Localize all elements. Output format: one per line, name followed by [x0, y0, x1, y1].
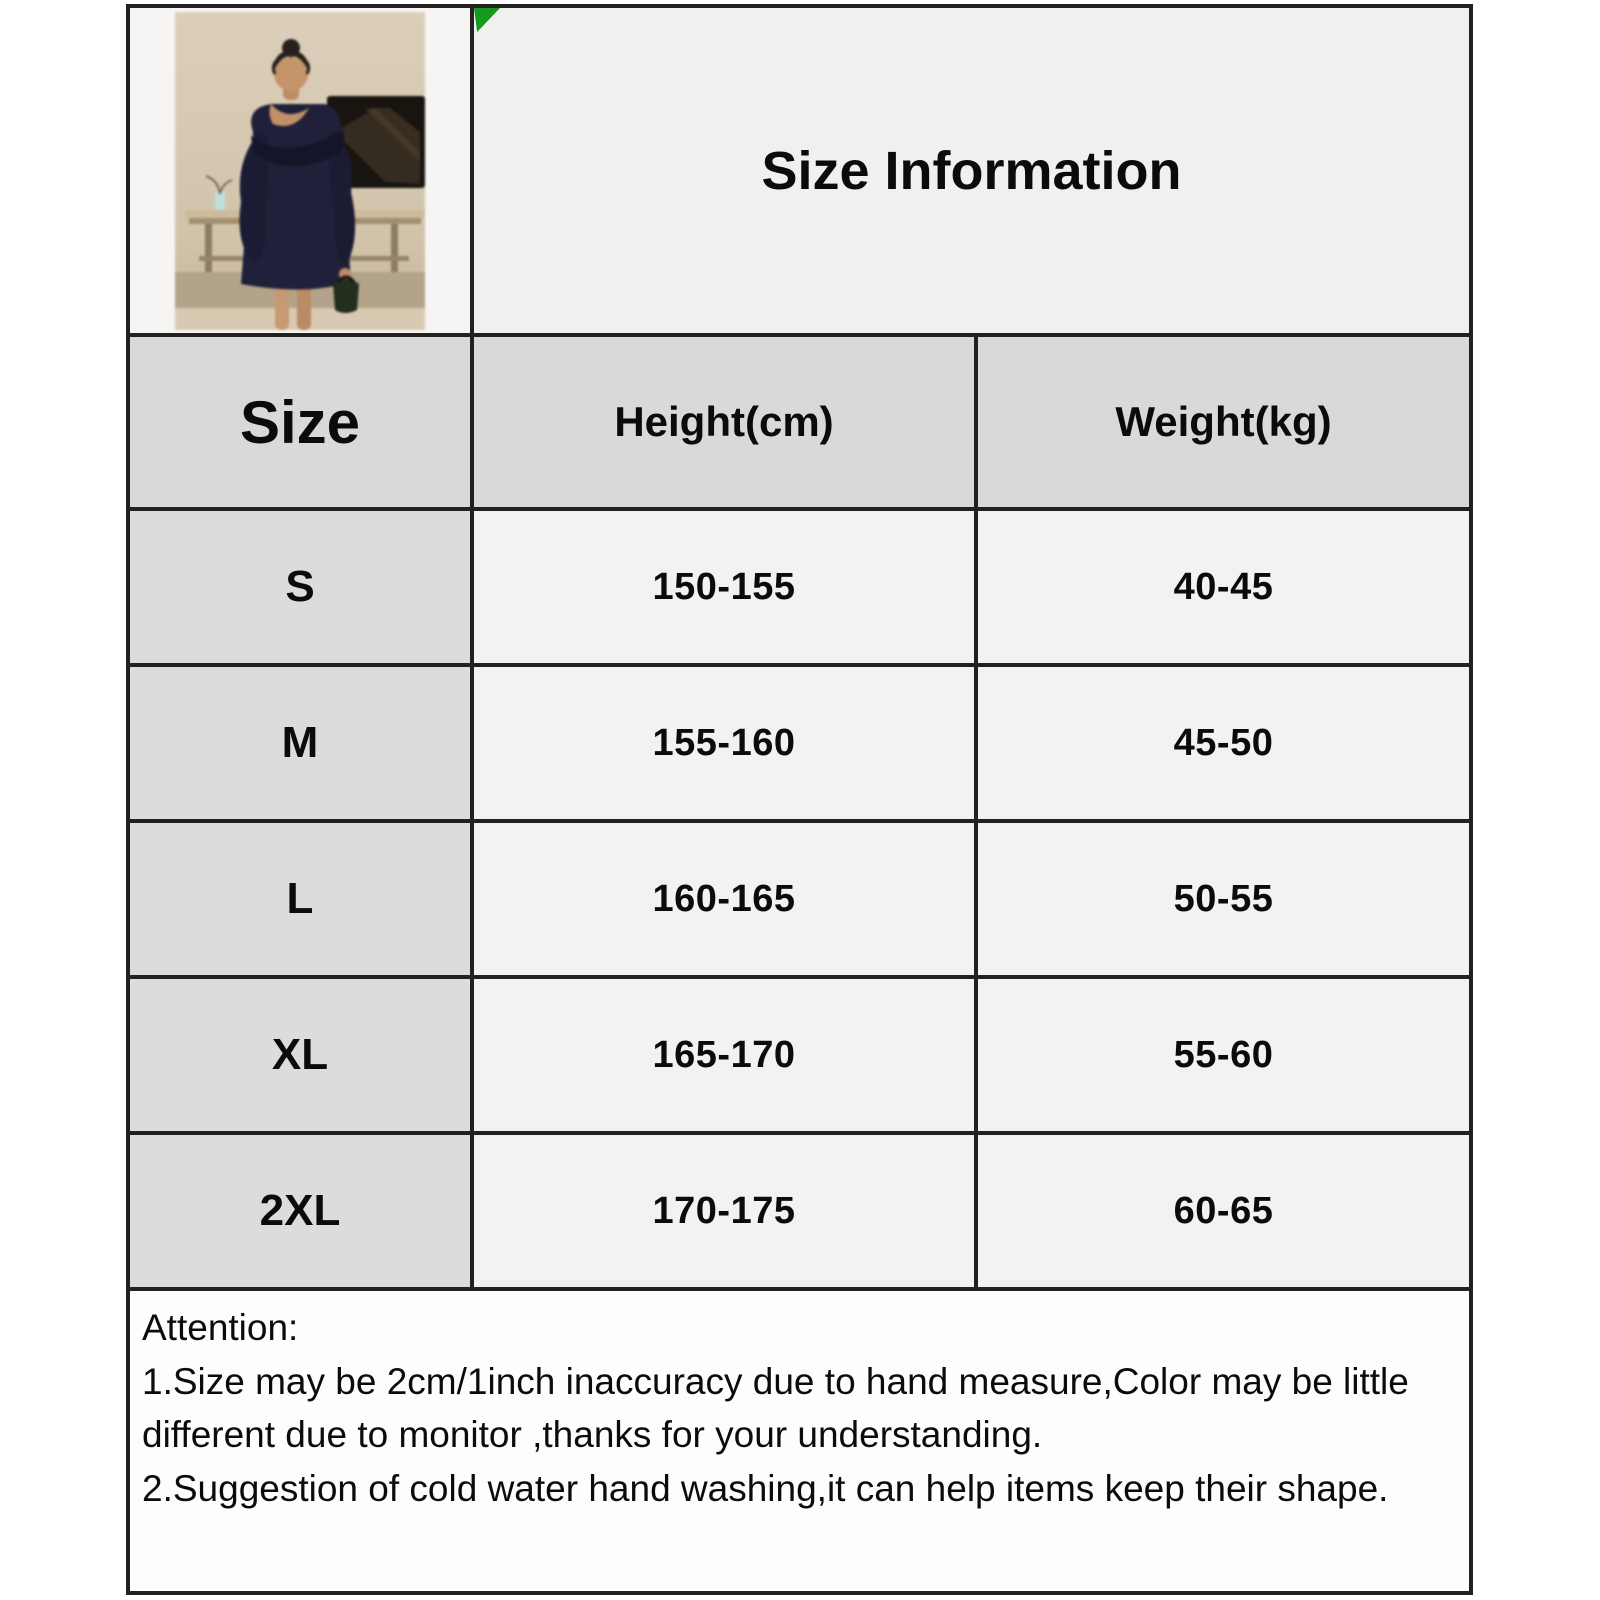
height-value-m: 155-160: [474, 667, 974, 819]
height-value-2xl: 170-175: [474, 1135, 974, 1287]
size-label-s: S: [130, 511, 470, 663]
column-header-height: Height(cm): [474, 337, 974, 507]
size-label-m: M: [130, 667, 470, 819]
column-header-weight: Weight(kg): [978, 337, 1469, 507]
page-title: Size Information: [761, 140, 1182, 201]
attention-notes: [130, 1291, 1469, 1591]
weight-value-m: 45-50: [978, 667, 1469, 819]
size-label-xl: XL: [130, 979, 470, 1131]
height-value-xl: 165-170: [474, 979, 974, 1131]
product-photo-cell: [130, 8, 470, 333]
cell-flag-icon: [474, 8, 500, 32]
attention-note-2: 2.Suggestion of cold water hand washing,it can help items keep their shape.: [142, 1467, 1389, 1509]
title-cell: [474, 8, 1469, 333]
attention-note-1: 1.Size may be 2cm/1inch inaccuracy due to hand measure,Color may be little different due to monitor ,thanks for your understanding.: [142, 1360, 1409, 1456]
weight-value-2xl: 60-65: [978, 1135, 1469, 1287]
height-value-s: 150-155: [474, 511, 974, 663]
weight-value-xl: 55-60: [978, 979, 1469, 1131]
size-label-l: L: [130, 823, 470, 975]
weight-value-s: 40-45: [978, 511, 1469, 663]
attention-heading: Attention:: [142, 1307, 299, 1348]
product-photo: [175, 12, 425, 330]
size-label-2xl: 2XL: [130, 1135, 470, 1287]
size-information-table: [126, 4, 1473, 1595]
weight-value-l: 50-55: [978, 823, 1469, 975]
height-value-l: 160-165: [474, 823, 974, 975]
column-header-size: Size: [130, 337, 470, 507]
